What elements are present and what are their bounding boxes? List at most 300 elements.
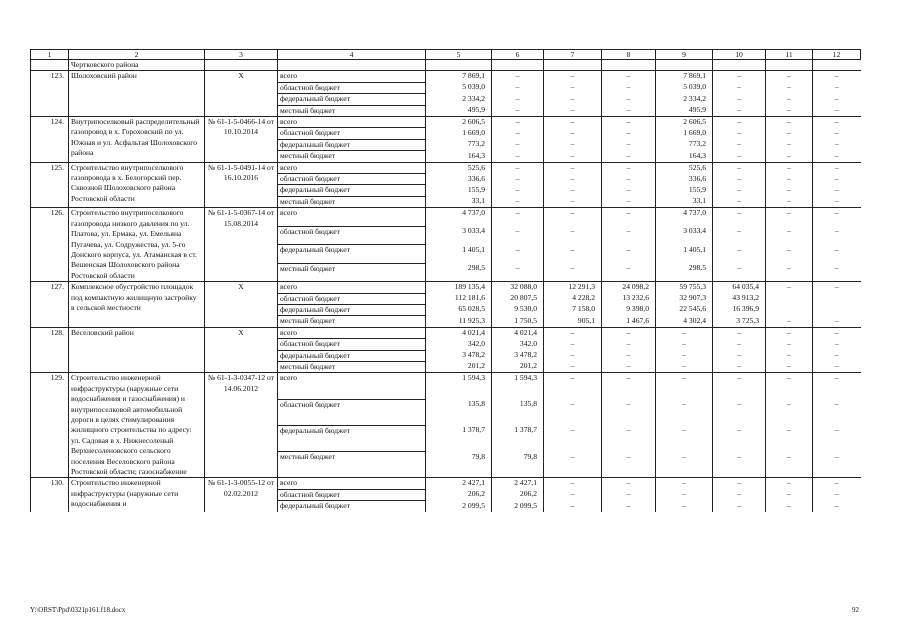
amount-cell: –	[813, 94, 861, 105]
amount-cell: –	[813, 316, 861, 327]
amount-cell: 905,1	[544, 316, 602, 327]
funding-source: местный бюджет	[278, 151, 426, 162]
row-number-cell	[31, 60, 69, 71]
amount-cell: –	[713, 399, 766, 425]
funding-source: федеральный бюджет	[278, 245, 426, 263]
amount-cell: –	[544, 94, 602, 105]
amount-cell: –	[492, 128, 544, 139]
funding-source: областной бюджет	[278, 339, 426, 350]
amount-cell: 336,6	[426, 174, 492, 185]
empty-cell	[656, 60, 713, 71]
amount-cell: –	[813, 71, 861, 82]
amount-cell: 59 755,3	[656, 282, 713, 293]
amount-cell: 1 405,1	[426, 245, 492, 263]
empty-cell	[205, 60, 278, 71]
amount-cell: –	[656, 339, 713, 350]
amount-cell: 9 398,0	[602, 304, 656, 315]
amount-cell: –	[813, 245, 861, 263]
object-name: Внутрипоселковый распределительный газопровод в х. Гороховский по ул. Южная и ул. Асфальтая Шолоховского района	[69, 117, 205, 163]
carry-over-row	[31, 60, 861, 71]
amount-cell: –	[713, 373, 766, 399]
amount-cell: –	[544, 373, 602, 399]
amount-cell: 3 033,4	[656, 226, 713, 244]
amount-cell: 22 545,6	[656, 304, 713, 315]
amount-cell: –	[766, 196, 813, 207]
amount-cell: 2 099,5	[492, 501, 544, 512]
amount-cell: –	[492, 226, 544, 244]
funding-source: всего	[278, 117, 426, 128]
object-name: Строительство внутрипоселкового газопровода низкого давления по ул. Платова, ул. Ермака, ул. Емельяна Пугачева, ул. Содружества, ул. 5-го Донского корпуса, ул. Атаманская в ст. Вешенская Шолоховского района Ростовской области	[69, 208, 205, 282]
budget-table-container	[30, 49, 860, 512]
amount-cell: –	[492, 105, 544, 116]
amount-cell: 1 378,7	[492, 425, 544, 451]
amount-cell: –	[766, 82, 813, 93]
amount-cell: –	[602, 94, 656, 105]
amount-cell: –	[544, 174, 602, 185]
amount-cell: –	[656, 425, 713, 451]
header-cell: 7	[544, 50, 602, 60]
object-name: Строительство инженерной инфраструктуры (наружные сети водоснабжения и газоснабжения) и внутрипоселковой автомобильной дороги в целях стимулирования жилищного строительства по адресу: ул. Садовая в х. Нижнесоленый Верхнесоленовского сельского поселения Веселовского района Ростовской области; газоснабжение	[69, 373, 205, 478]
amount-cell: –	[656, 327, 713, 338]
amount-cell: –	[713, 128, 766, 139]
table-row	[31, 162, 861, 173]
table-row	[31, 208, 861, 226]
header-cell: 1	[31, 50, 69, 60]
amount-cell: –	[544, 105, 602, 116]
amount-cell: –	[813, 151, 861, 162]
amount-cell: –	[492, 196, 544, 207]
amount-cell: –	[544, 501, 602, 512]
amount-cell: –	[766, 452, 813, 478]
amount-cell: –	[544, 185, 602, 196]
amount-cell	[766, 304, 813, 315]
amount-cell: –	[813, 373, 861, 399]
amount-cell: 33,1	[656, 196, 713, 207]
amount-cell: –	[544, 196, 602, 207]
amount-cell: –	[766, 71, 813, 82]
header-cell: 2	[69, 50, 205, 60]
funding-source: федеральный бюджет	[278, 94, 426, 105]
amount-cell: –	[713, 117, 766, 128]
amount-cell: –	[813, 501, 861, 512]
amount-cell: –	[713, 339, 766, 350]
funding-source: всего	[278, 208, 426, 226]
amount-cell: –	[544, 128, 602, 139]
amount-cell: –	[766, 316, 813, 327]
amount-cell: 1 669,0	[426, 128, 492, 139]
amount-cell: –	[602, 162, 656, 173]
funding-source: областной бюджет	[278, 128, 426, 139]
amount-cell: –	[713, 452, 766, 478]
amount-cell: –	[713, 327, 766, 338]
amount-cell: –	[813, 208, 861, 226]
header-cell: 12	[813, 50, 861, 60]
amount-cell: –	[602, 117, 656, 128]
amount-cell: 43 913,2	[713, 293, 766, 304]
funding-source: федеральный бюджет	[278, 304, 426, 315]
amount-cell: –	[602, 452, 656, 478]
amount-cell: –	[713, 425, 766, 451]
amount-cell: 11 925,3	[426, 316, 492, 327]
amount-cell: –	[602, 350, 656, 361]
amount-cell: –	[602, 139, 656, 150]
amount-cell: –	[766, 162, 813, 173]
funding-source: всего	[278, 162, 426, 173]
row-number: 125.	[31, 162, 69, 208]
amount-cell: –	[544, 452, 602, 478]
amount-cell: –	[602, 208, 656, 226]
funding-source: областной бюджет	[278, 293, 426, 304]
amount-cell: –	[713, 226, 766, 244]
amount-cell: –	[813, 478, 861, 489]
amount-cell: –	[713, 245, 766, 263]
header-cell: 9	[656, 50, 713, 60]
amount-cell: 342,0	[492, 339, 544, 350]
amount-cell: –	[602, 105, 656, 116]
amount-cell	[813, 293, 861, 304]
amount-cell: –	[766, 174, 813, 185]
document-code: № 61-1-5-0466-14 от 10.10.2014	[205, 117, 278, 163]
amount-cell: –	[492, 162, 544, 173]
amount-cell: 5 039,0	[426, 82, 492, 93]
amount-cell: –	[713, 478, 766, 489]
amount-cell: 16 396,9	[713, 304, 766, 315]
footer-file-path: Y:\ORST\Ppd\0321p161.f18.docx	[30, 606, 126, 614]
amount-cell: 155,9	[656, 185, 713, 196]
amount-cell: –	[813, 174, 861, 185]
funding-source: местный бюджет	[278, 361, 426, 372]
amount-cell: 201,2	[426, 361, 492, 372]
amount-cell: –	[602, 226, 656, 244]
amount-cell: –	[492, 185, 544, 196]
amount-cell: –	[713, 185, 766, 196]
amount-cell: –	[813, 399, 861, 425]
amount-cell: –	[766, 105, 813, 116]
amount-cell: –	[713, 208, 766, 226]
funding-source: областной бюджет	[278, 399, 426, 425]
amount-cell: –	[544, 226, 602, 244]
amount-cell: –	[813, 263, 861, 281]
amount-cell: –	[492, 263, 544, 281]
amount-cell: 33,1	[426, 196, 492, 207]
amount-cell: 773,2	[426, 139, 492, 150]
table-row	[31, 282, 861, 293]
amount-cell: –	[813, 128, 861, 139]
header-row	[31, 50, 861, 60]
header-cell: 4	[278, 50, 426, 60]
amount-cell: 525,6	[426, 162, 492, 173]
table-row	[31, 117, 861, 128]
amount-cell: –	[544, 263, 602, 281]
amount-cell: –	[766, 208, 813, 226]
amount-cell: –	[766, 185, 813, 196]
amount-cell: 12 291,3	[544, 282, 602, 293]
header-cell: 11	[766, 50, 813, 60]
amount-cell: 13 232,6	[602, 293, 656, 304]
table-row	[31, 373, 861, 399]
amount-cell: 201,2	[492, 361, 544, 372]
amount-cell: 1 669,0	[656, 128, 713, 139]
header-cell: 3	[205, 50, 278, 60]
funding-source: областной бюджет	[278, 489, 426, 500]
amount-cell: –	[713, 263, 766, 281]
amount-cell: –	[813, 327, 861, 338]
document-code: № 61-1-3-0347-12 от 14.06.2012	[205, 373, 278, 478]
amount-cell: –	[766, 226, 813, 244]
amount-cell: –	[602, 327, 656, 338]
amount-cell: –	[602, 128, 656, 139]
document-code: № 61-1-5-0491-14 от 16.10.2016	[205, 162, 278, 208]
amount-cell: –	[656, 478, 713, 489]
amount-cell: 2 427,1	[492, 478, 544, 489]
amount-cell: –	[544, 208, 602, 226]
amount-cell: 4 737,0	[426, 208, 492, 226]
amount-cell: 2 334,2	[656, 94, 713, 105]
budget-table	[30, 49, 861, 512]
amount-cell: –	[656, 350, 713, 361]
object-name: Строительство инженерной инфраструктуры (наружные сети водоснабжения и	[69, 478, 205, 512]
amount-cell: –	[492, 208, 544, 226]
amount-cell: –	[492, 94, 544, 105]
amount-cell: –	[602, 425, 656, 451]
amount-cell: –	[544, 139, 602, 150]
amount-cell: –	[602, 501, 656, 512]
empty-cell	[602, 60, 656, 71]
empty-cell	[766, 60, 813, 71]
amount-cell: –	[713, 196, 766, 207]
funding-source: местный бюджет	[278, 263, 426, 281]
amount-cell: 1 594,3	[492, 373, 544, 399]
header-cell: 10	[713, 50, 766, 60]
amount-cell: 32 088,0	[492, 282, 544, 293]
amount-cell: –	[602, 71, 656, 82]
amount-cell: –	[492, 139, 544, 150]
amount-cell: –	[713, 174, 766, 185]
amount-cell: 2 099,5	[426, 501, 492, 512]
amount-cell: –	[713, 105, 766, 116]
row-number: 128.	[31, 327, 69, 373]
amount-cell: 525,6	[656, 162, 713, 173]
amount-cell: –	[813, 452, 861, 478]
amount-cell: –	[766, 350, 813, 361]
amount-cell: –	[766, 128, 813, 139]
amount-cell: –	[766, 425, 813, 451]
amount-cell: –	[766, 117, 813, 128]
amount-cell: 20 807,5	[492, 293, 544, 304]
amount-cell: –	[602, 399, 656, 425]
funding-source: федеральный бюджет	[278, 425, 426, 451]
amount-cell: –	[766, 478, 813, 489]
object-name: Строительство внутрипоселкового газопровода в х. Белогорский пер. Сквозной Шолоховского района Ростовской области	[69, 162, 205, 208]
funding-source: областной бюджет	[278, 174, 426, 185]
amount-cell: –	[813, 82, 861, 93]
object-name: Комплексное обустройство площадок под компактную жилищную застройку в сельской местности	[69, 282, 205, 328]
amount-cell: 4 021,4	[426, 327, 492, 338]
amount-cell: 32 907,3	[656, 293, 713, 304]
table-row	[31, 478, 861, 489]
amount-cell: –	[766, 327, 813, 338]
amount-cell: 2 334,2	[426, 94, 492, 105]
amount-cell: –	[766, 245, 813, 263]
amount-cell: –	[602, 245, 656, 263]
amount-cell: 298,5	[426, 263, 492, 281]
row-number: 127.	[31, 282, 69, 328]
amount-cell: 4 737,0	[656, 208, 713, 226]
document-code: X	[205, 71, 278, 117]
amount-cell: 4 021,4	[492, 327, 544, 338]
funding-source: федеральный бюджет	[278, 185, 426, 196]
amount-cell: 2 606,5	[656, 117, 713, 128]
amount-cell: 298,5	[656, 263, 713, 281]
amount-cell	[813, 304, 861, 315]
amount-cell: 3 033,4	[426, 226, 492, 244]
row-number: 123.	[31, 71, 69, 117]
amount-cell: –	[713, 501, 766, 512]
amount-cell: –	[492, 82, 544, 93]
amount-cell: –	[813, 117, 861, 128]
amount-cell: 1 750,5	[492, 316, 544, 327]
object-name: Шолоховский район	[69, 71, 205, 117]
amount-cell: –	[656, 501, 713, 512]
amount-cell: –	[602, 263, 656, 281]
amount-cell: –	[544, 361, 602, 372]
amount-cell: –	[544, 162, 602, 173]
amount-cell: –	[813, 196, 861, 207]
amount-cell: –	[713, 350, 766, 361]
amount-cell: 7 869,1	[656, 71, 713, 82]
page-number: 92	[852, 606, 859, 614]
amount-cell: 155,9	[426, 185, 492, 196]
empty-cell	[426, 60, 492, 71]
amount-cell: –	[813, 282, 861, 293]
amount-cell: 1 594,3	[426, 373, 492, 399]
empty-cell	[713, 60, 766, 71]
amount-cell: –	[813, 185, 861, 196]
amount-cell: –	[656, 361, 713, 372]
amount-cell: 773,2	[656, 139, 713, 150]
carry-over-text: Чертковского района	[69, 60, 205, 71]
object-name: Веселовский район	[69, 327, 205, 373]
amount-cell: –	[544, 399, 602, 425]
header-cell: 8	[602, 50, 656, 60]
amount-cell: 2 427,1	[426, 478, 492, 489]
amount-cell: –	[766, 282, 813, 293]
amount-cell: –	[813, 226, 861, 244]
empty-cell	[813, 60, 861, 71]
empty-cell	[278, 60, 426, 71]
row-number: 130.	[31, 478, 69, 512]
amount-cell: –	[544, 151, 602, 162]
amount-cell	[766, 293, 813, 304]
amount-cell: 4 302,4	[656, 316, 713, 327]
header-cell: 5	[426, 50, 492, 60]
amount-cell: –	[713, 489, 766, 500]
funding-source: местный бюджет	[278, 105, 426, 116]
amount-cell: –	[813, 339, 861, 350]
amount-cell: 495,9	[656, 105, 713, 116]
amount-cell: –	[766, 373, 813, 399]
amount-cell: –	[713, 71, 766, 82]
amount-cell: –	[492, 71, 544, 82]
amount-cell: –	[656, 452, 713, 478]
document-code: № 61-1-3-0055-12 от 02.02.2012	[205, 478, 278, 512]
amount-cell: –	[813, 105, 861, 116]
amount-cell: 164,3	[426, 151, 492, 162]
amount-cell: 79,8	[426, 452, 492, 478]
amount-cell: –	[713, 139, 766, 150]
funding-source: всего	[278, 71, 426, 82]
amount-cell: –	[602, 196, 656, 207]
amount-cell: –	[602, 82, 656, 93]
amount-cell: 9 530,0	[492, 304, 544, 315]
amount-cell: –	[766, 339, 813, 350]
funding-source: всего	[278, 327, 426, 338]
amount-cell: 5 039,0	[656, 82, 713, 93]
header-cell: 6	[492, 50, 544, 60]
amount-cell: –	[544, 489, 602, 500]
amount-cell: 336,6	[656, 174, 713, 185]
amount-cell: –	[544, 82, 602, 93]
amount-cell: 7 158,0	[544, 304, 602, 315]
amount-cell: –	[656, 489, 713, 500]
amount-cell: –	[602, 373, 656, 399]
amount-cell: 4 228,2	[544, 293, 602, 304]
amount-cell: –	[713, 94, 766, 105]
amount-cell: –	[544, 327, 602, 338]
amount-cell: –	[492, 117, 544, 128]
amount-cell: –	[766, 361, 813, 372]
amount-cell: –	[656, 373, 713, 399]
amount-cell: –	[766, 501, 813, 512]
funding-source: областной бюджет	[278, 226, 426, 244]
document-code: X	[205, 327, 278, 373]
amount-cell: –	[713, 361, 766, 372]
amount-cell: 495,9	[426, 105, 492, 116]
amount-cell: 2 606,5	[426, 117, 492, 128]
amount-cell: 164,3	[656, 151, 713, 162]
amount-cell: –	[766, 489, 813, 500]
table-row	[31, 71, 861, 82]
amount-cell: –	[602, 151, 656, 162]
funding-source: федеральный бюджет	[278, 501, 426, 512]
funding-source: всего	[278, 478, 426, 489]
amount-cell: –	[713, 82, 766, 93]
amount-cell: –	[813, 361, 861, 372]
amount-cell: 64 035,4	[713, 282, 766, 293]
amount-cell: 1 378,7	[426, 425, 492, 451]
amount-cell: –	[602, 185, 656, 196]
document-code: № 61-1-5-0367-14 от 15.08.2014	[205, 208, 278, 282]
amount-cell: –	[766, 139, 813, 150]
amount-cell: –	[544, 117, 602, 128]
amount-cell: 135,8	[426, 399, 492, 425]
amount-cell: 3 478,2	[492, 350, 544, 361]
amount-cell: –	[813, 350, 861, 361]
amount-cell: 206,2	[426, 489, 492, 500]
amount-cell: –	[602, 174, 656, 185]
amount-cell: –	[602, 478, 656, 489]
amount-cell: –	[656, 399, 713, 425]
amount-cell: 112 181,6	[426, 293, 492, 304]
row-number: 129.	[31, 373, 69, 478]
funding-source: местный бюджет	[278, 452, 426, 478]
amount-cell: –	[766, 263, 813, 281]
amount-cell: –	[544, 425, 602, 451]
amount-cell: –	[602, 339, 656, 350]
amount-cell: –	[544, 71, 602, 82]
funding-source: всего	[278, 282, 426, 293]
table-row	[31, 327, 861, 338]
